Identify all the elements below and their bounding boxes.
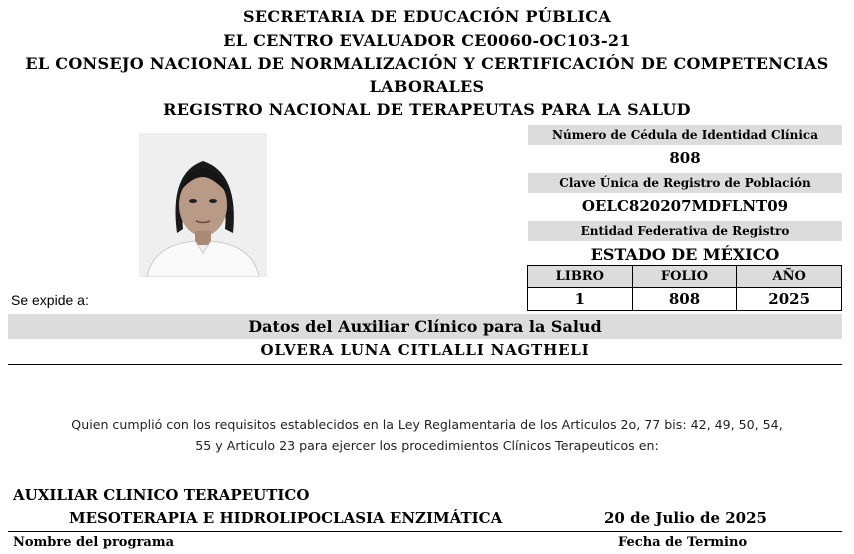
- program-name-label: Nombre del programa: [13, 535, 175, 550]
- expide-label: Se expide a:: [11, 292, 89, 308]
- anio-value: 2025: [737, 288, 842, 311]
- date-label: Fecha de Termino: [618, 535, 748, 550]
- header-council-cont: LABORALES: [369, 77, 485, 96]
- curp-value: OELC820207MDFLNT09: [581, 197, 789, 215]
- completion-date: 20 de Julio de 2025: [604, 509, 767, 527]
- signature-line: [8, 531, 842, 532]
- statement: [14, 414, 840, 456]
- holder-name: OLVERA LUNA CITLALLI NAGTHELI: [260, 341, 590, 359]
- folio-header: FOLIO: [632, 266, 737, 288]
- cedula-value: 808: [669, 149, 701, 167]
- divider: [8, 364, 842, 365]
- program-specialty: MESOTERAPIA E HIDROLIPOCLASIA ENZIMÁTICA: [69, 509, 503, 527]
- section-title: Datos del Auxiliar Clínico para la Salud: [8, 314, 842, 339]
- header-council: EL CONSEJO NACIONAL DE NORMALIZACIÓN Y CERTIFICACIÓN DE COMPETENCIAS: [25, 54, 829, 73]
- libro-value: 1: [528, 288, 633, 311]
- entidad-value: ESTADO DE MÉXICO: [590, 244, 780, 264]
- program-title: AUXILIAR CLINICO TERAPEUTICO: [13, 486, 310, 504]
- curp-label: Clave Única de Registro de Población: [528, 173, 842, 193]
- libro-header: LIBRO: [528, 266, 633, 288]
- registry-table: [527, 265, 842, 311]
- cedula-label: Número de Cédula de Identidad Clínica: [528, 125, 842, 145]
- anio-header: AÑO: [737, 266, 842, 288]
- statement-line-2: 55 y Articulo 23 para ejercer los procedimientos Clínicos Terapeuticos en:: [195, 438, 659, 453]
- portrait-image: [139, 133, 267, 277]
- folio-value: 808: [632, 288, 737, 311]
- entidad-label: Entidad Federativa de Registro: [528, 221, 842, 241]
- header-title: SECRETARIA DE EDUCACIÓN PÚBLICA: [242, 7, 612, 26]
- id-photo: [139, 133, 267, 277]
- header-registry: REGISTRO NACIONAL DE TERAPEUTAS PARA LA SALUD: [163, 100, 691, 119]
- header-center: EL CENTRO EVALUADOR CE0060-OC103-21: [223, 31, 631, 50]
- statement-line-1: Quien cumplió con los requisitos establecidos en la Ley Reglamentaria de los Articulos 2o, 77 bis: 42, 49, 50, 54,: [71, 417, 783, 432]
